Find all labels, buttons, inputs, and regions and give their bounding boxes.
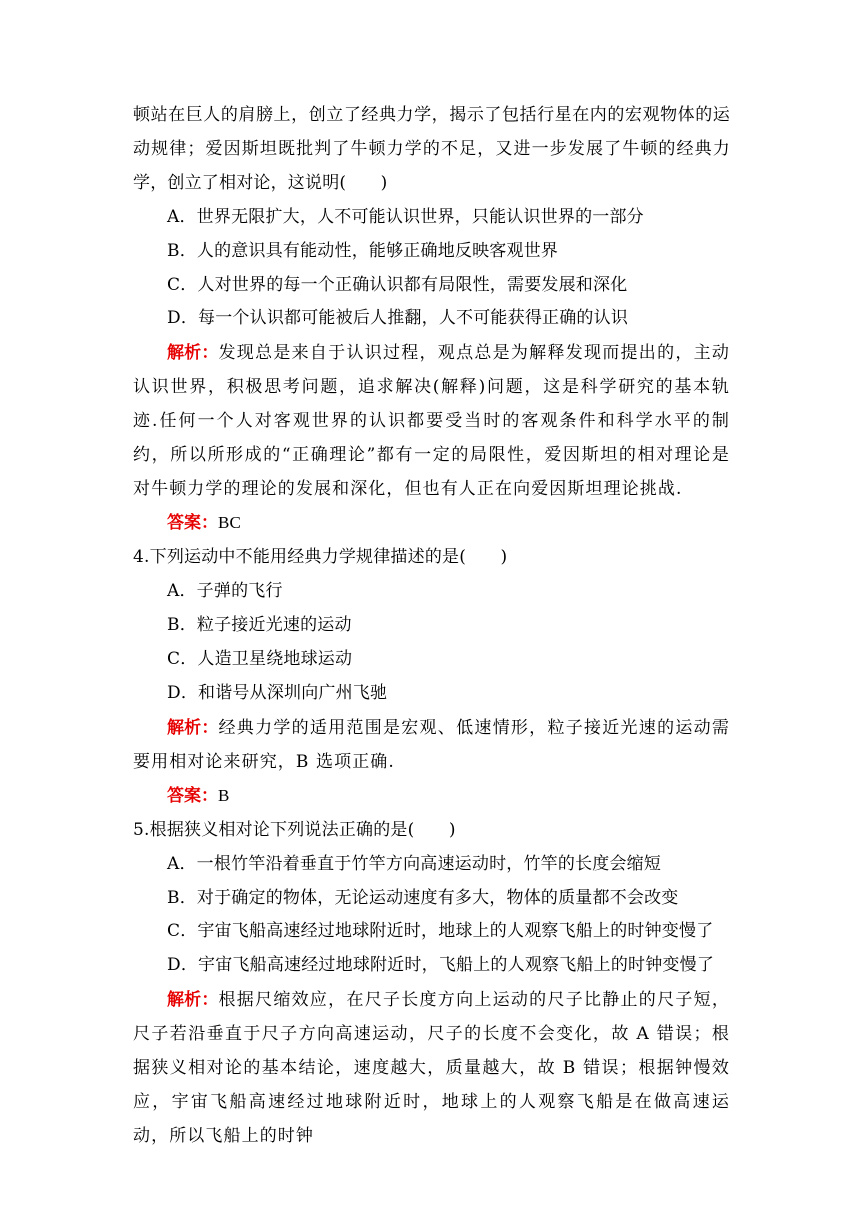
q4-stem: 4.下列运动中不能用经典力学规律描述的是( ) <box>133 547 508 568</box>
q5-analysis-label: 解析： <box>167 990 219 1011</box>
q3-option-d: D．每一个认识都可能被后人推翻，人不可能获得正确的认识 <box>167 308 629 329</box>
document-content <box>133 99 730 1153</box>
q3-answer-label: 答案： <box>167 513 218 534</box>
q4-option-c: C．人造卫星绕地球运动 <box>167 648 353 669</box>
q5-analysis <box>133 983 730 1153</box>
q3-analysis-label: 解析： <box>167 343 219 364</box>
q4-analysis-label: 解析： <box>167 717 219 738</box>
q5-stem: 5.根据狭义相对论下列说法正确的是( ) <box>133 819 456 840</box>
q5-analysis-text: 根据尺缩效应，在尺子长度方向上运动的尺子比静止的尺子短，尺子若沿垂直于尺子方向高速运动，尺子的长度不会变化，故 A 错误；根据狭义相对论的基本结论，速度越大，质量越大，故 B 错误；根据钟慢效应，宇宙飞船高速经过地球附近时，地球上的人观察飞船是在做高速运动，所以飞船上的时钟 <box>133 990 730 1147</box>
q4-analysis-text: 经典力学的适用范围是宏观、低速情形，粒子接近光速的运动需要用相对论来研究，B 选项正确. <box>133 717 730 772</box>
q5-option-c: C．宇宙飞船高速经过地球附近时，地球上的人观察飞船上的时钟变慢了 <box>167 921 714 942</box>
q4-option-d: D．和谐号从深圳向广州飞驰 <box>167 682 388 703</box>
q5-option-b: B．对于确定的物体，无论运动速度有多大，物体的质量都不会改变 <box>167 887 679 908</box>
q4-option-a: A．子弹的飞行 <box>167 581 283 602</box>
q3-analysis <box>133 336 730 506</box>
q3-option-a: A．世界无限扩大，人不可能认识世界，只能认识世界的一部分 <box>167 206 644 227</box>
q3-answer <box>133 506 730 541</box>
q4-analysis <box>133 711 730 779</box>
q4-answer <box>133 779 730 814</box>
q3-option-b: B．人的意识具有能动性，能够正确地反映客观世界 <box>167 240 559 261</box>
q3-stem: 顿站在巨人的肩膀上，创立了经典力学，揭示了包括行星在内的宏观物体的运动规律；爱因斯坦既批判了牛顿力学的不足，又进一步发展了牛顿的经典力学，创立了相对论，这说明( ) <box>133 105 730 193</box>
q5-option-d: D．宇宙飞船高速经过地球附近时，飞船上的人观察飞船上的时钟变慢了 <box>167 955 715 976</box>
q3-answer-value: BC <box>218 513 242 533</box>
q4-option-b: B．粒子接近光速的运动 <box>167 615 352 636</box>
q3-option-c: C．人对世界的每一个正确认识都有局限性，需要发展和深化 <box>167 274 628 295</box>
q3-analysis-text: 发现总是来自于认识过程，观点总是为解释发现而提出的，主动认识世界，积极思考问题，追求解决(解释)问题，这是科学研究的基本轨迹.任何一个人对客观世界的认识都要受当时的客观条件和科学水平的制约，所以所形成的“正确理论”都有一定的局限性，爱因斯坦的相对理论是对牛顿力学的理论的发展和深化，但也有人正在向爱因斯坦理论挑战. <box>133 343 730 500</box>
q5-option-a: A．一根竹竿沿着垂直于竹竿方向高速运动时，竹竿的长度会缩短 <box>167 853 662 874</box>
q4-answer-label: 答案： <box>167 785 218 806</box>
q4-answer-value: B <box>218 785 230 805</box>
